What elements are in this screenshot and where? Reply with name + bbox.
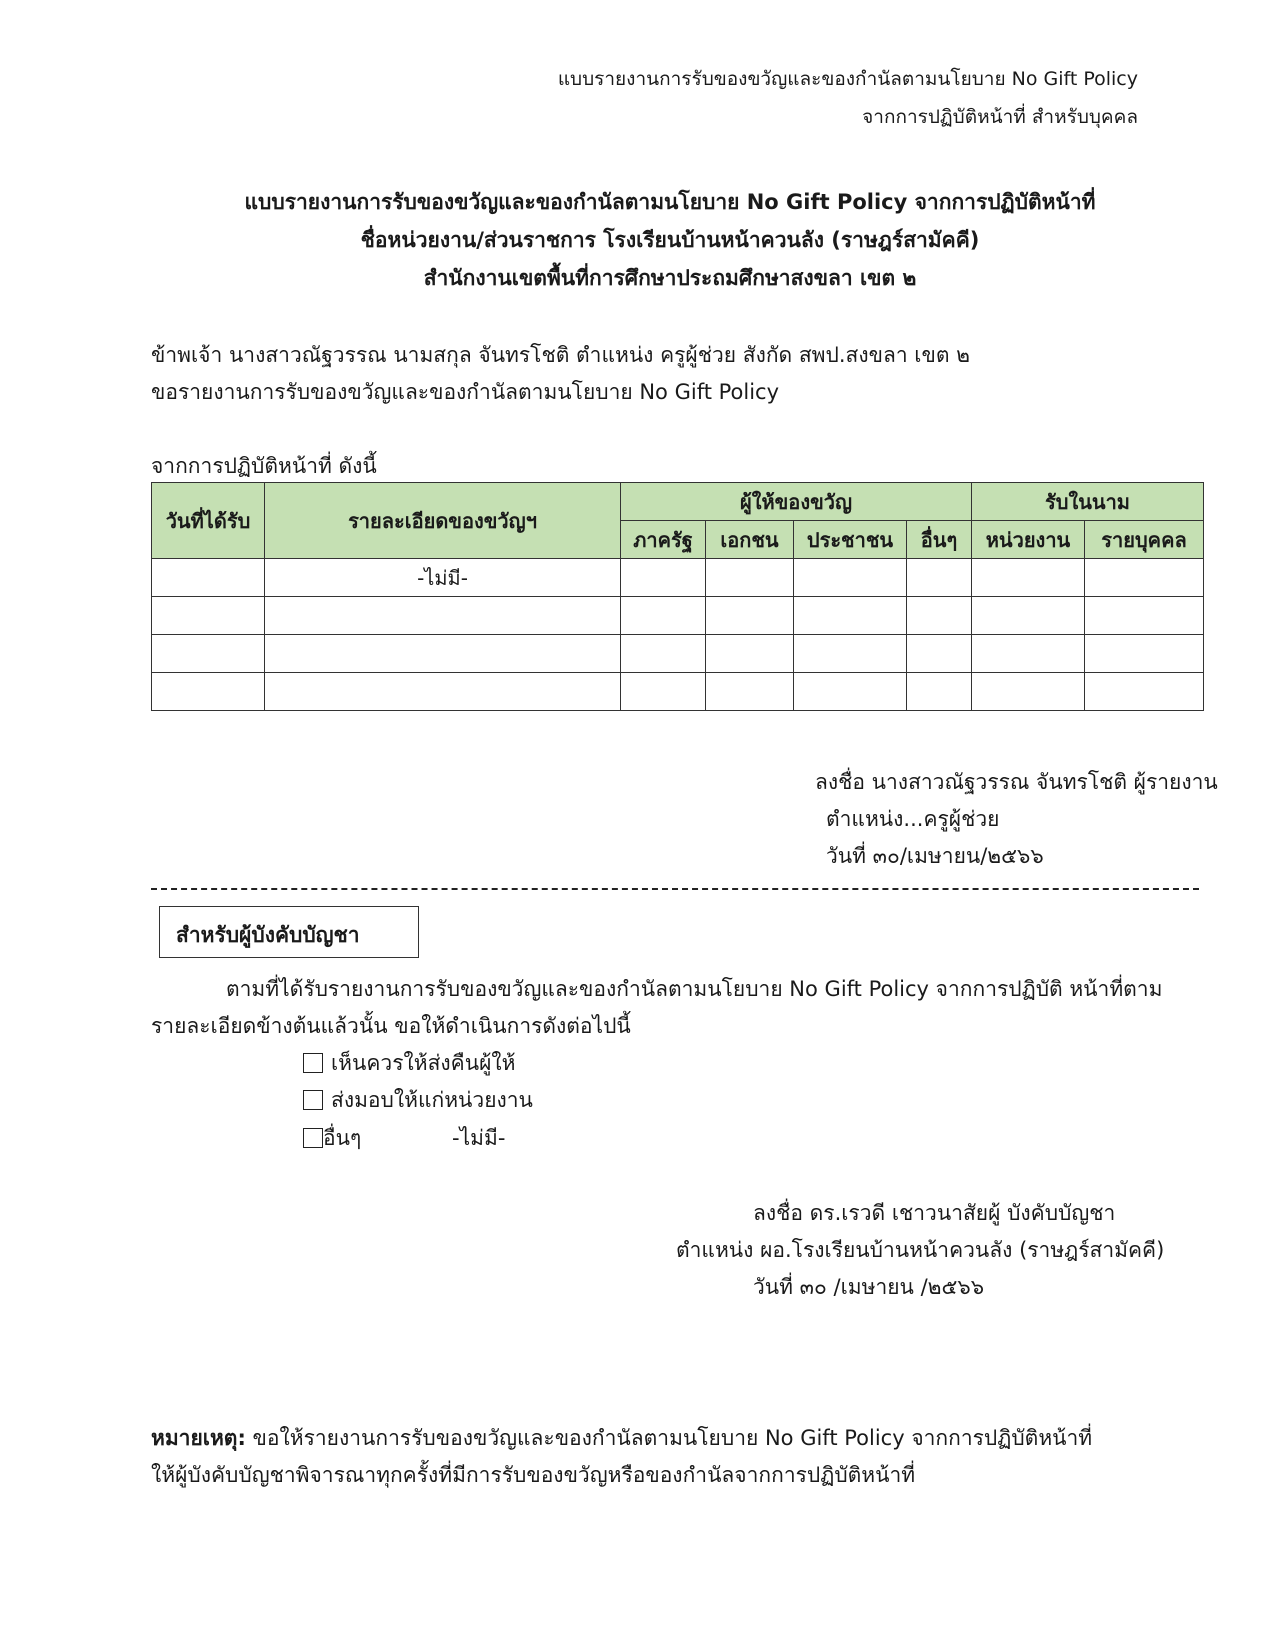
detail-cell [265, 597, 621, 635]
reporter-date: วันที่ ๓๐/เมษายน/๒๕๖๖ [826, 844, 1044, 868]
sub-public-header: ประชาชน [794, 521, 907, 559]
header-line-1: แบบรายงานการรับของขวัญและของกำนัลตามนโยบาย No Gift Policy [557, 68, 1138, 90]
sub-state-header: ภาครัฐ [621, 521, 706, 559]
commander-para-1: ตามที่ได้รับรายงานการรับของขวัญและของกำนัลตามนโยบาย No Gift Policy จากการปฏิบัติ หน้าที่ตาม [226, 977, 1163, 1001]
dashed-divider [151, 888, 1199, 890]
table-row [152, 635, 1204, 673]
checkbox-return[interactable] [303, 1053, 323, 1073]
option-return[interactable] [303, 1047, 515, 1080]
note-text-1: ขอให้รายงานการรับของขวัญและของกำนัลตามนโยบาย No Gift Policy จากการปฏิบัติหน้าที่ [245, 1426, 1093, 1450]
commander-box-title: สำหรับผู้บังคับบัญชา [176, 923, 360, 947]
note-label: หมายเหตุ: [151, 1426, 246, 1450]
sub-other-header: อื่นๆ [907, 521, 972, 559]
title-line-2: ชื่อหน่วยงาน/ส่วนราชการ โรงเรียนบ้านหน้าควนลัง (ราษฎร์สามัคคี) [360, 228, 980, 252]
intro-line-1: ข้าพเจ้า นางสาวณัฐวรรณ นามสกุล จันทรโชติ ตำแหน่ง ครูผู้ช่วย สังกัด สพป.สงขลา เขต ๒ [151, 343, 970, 367]
option-other[interactable] [303, 1122, 361, 1155]
giver-group-header: ผู้ให้ของขวัญ [621, 483, 972, 521]
gift-table [151, 482, 1204, 711]
note-line-1 [151, 1422, 1092, 1455]
col-date-header: วันที่ได้รับ [152, 483, 265, 559]
col-detail-header: รายละเอียดของขวัญฯ [265, 483, 621, 559]
table-row [152, 673, 1204, 711]
title-line-3: สำนักงานเขตพื้นที่การศึกษาประถมศึกษาสงขลา เขต ๒ [423, 266, 917, 290]
option-hand-over[interactable] [303, 1084, 533, 1117]
option-other-label: อื่นๆ [323, 1126, 362, 1150]
title-line-1: แบบรายงานการรับของขวัญและของกำนัลตามนโยบาย No Gift Policy จากการปฏิบัติหน้าที่ [244, 190, 1096, 214]
commander-para-2: รายละเอียดข้างต้นแล้วนั้น ขอให้ดำเนินการดังต่อไปนี้ [151, 1014, 631, 1038]
option-return-label: เห็นควรให้ส่งคืนผู้ให้ [331, 1051, 516, 1075]
commander-sign: ลงชื่อ ดร.เรวดี เชาวนาสัยผู้ บังคับบัญชา [753, 1201, 1116, 1225]
checkbox-hand-over[interactable] [303, 1090, 323, 1110]
header-line-2: จากการปฏิบัติหน้าที่ สำหรับบุคคล [862, 106, 1138, 128]
receive-group-header: รับในนาม [972, 483, 1204, 521]
table-row [152, 597, 1204, 635]
commander-date: วันที่ ๓๐ /เมษายน /๒๕๖๖ [753, 1275, 985, 1299]
intro-line-2: ขอรายงานการรับของขวัญและของกำนัลตามนโยบาย No Gift Policy [151, 380, 780, 404]
commander-box [159, 906, 419, 958]
detail-cell: -ไม่มี- [265, 559, 621, 597]
intro-line-3: จากการปฏิบัติหน้าที่ ดังนี้ [151, 454, 377, 478]
table-row [152, 559, 1204, 597]
sub-person-header: รายบุคคล [1085, 521, 1204, 559]
option-other-value: -ไม่มี- [452, 1126, 506, 1150]
checkbox-other[interactable] [303, 1128, 323, 1148]
detail-cell [265, 673, 621, 711]
table-header-row [152, 483, 1204, 521]
detail-cell [265, 635, 621, 673]
commander-position: ตำแหน่ง ผอ.โรงเรียนบ้านหน้าควนลัง (ราษฎร์สามัคคี) [676, 1238, 1165, 1262]
sub-unit-header: หน่วยงาน [972, 521, 1085, 559]
option-hand-over-label: ส่งมอบให้แก่หน่วยงาน [331, 1088, 533, 1112]
reporter-sign: ลงชื่อ นางสาวณัฐวรรณ จันทรโชติ ผู้รายงาน [815, 770, 1218, 794]
note-line-2: ให้ผู้บังคับบัญชาพิจารณาทุกครั้งที่มีการรับของขวัญหรือของกำนัลจากการปฏิบัติหน้าที่ [151, 1463, 916, 1487]
sub-private-header: เอกชน [706, 521, 794, 559]
reporter-position: ตำแหน่ง...ครูผู้ช่วย [826, 807, 1000, 831]
